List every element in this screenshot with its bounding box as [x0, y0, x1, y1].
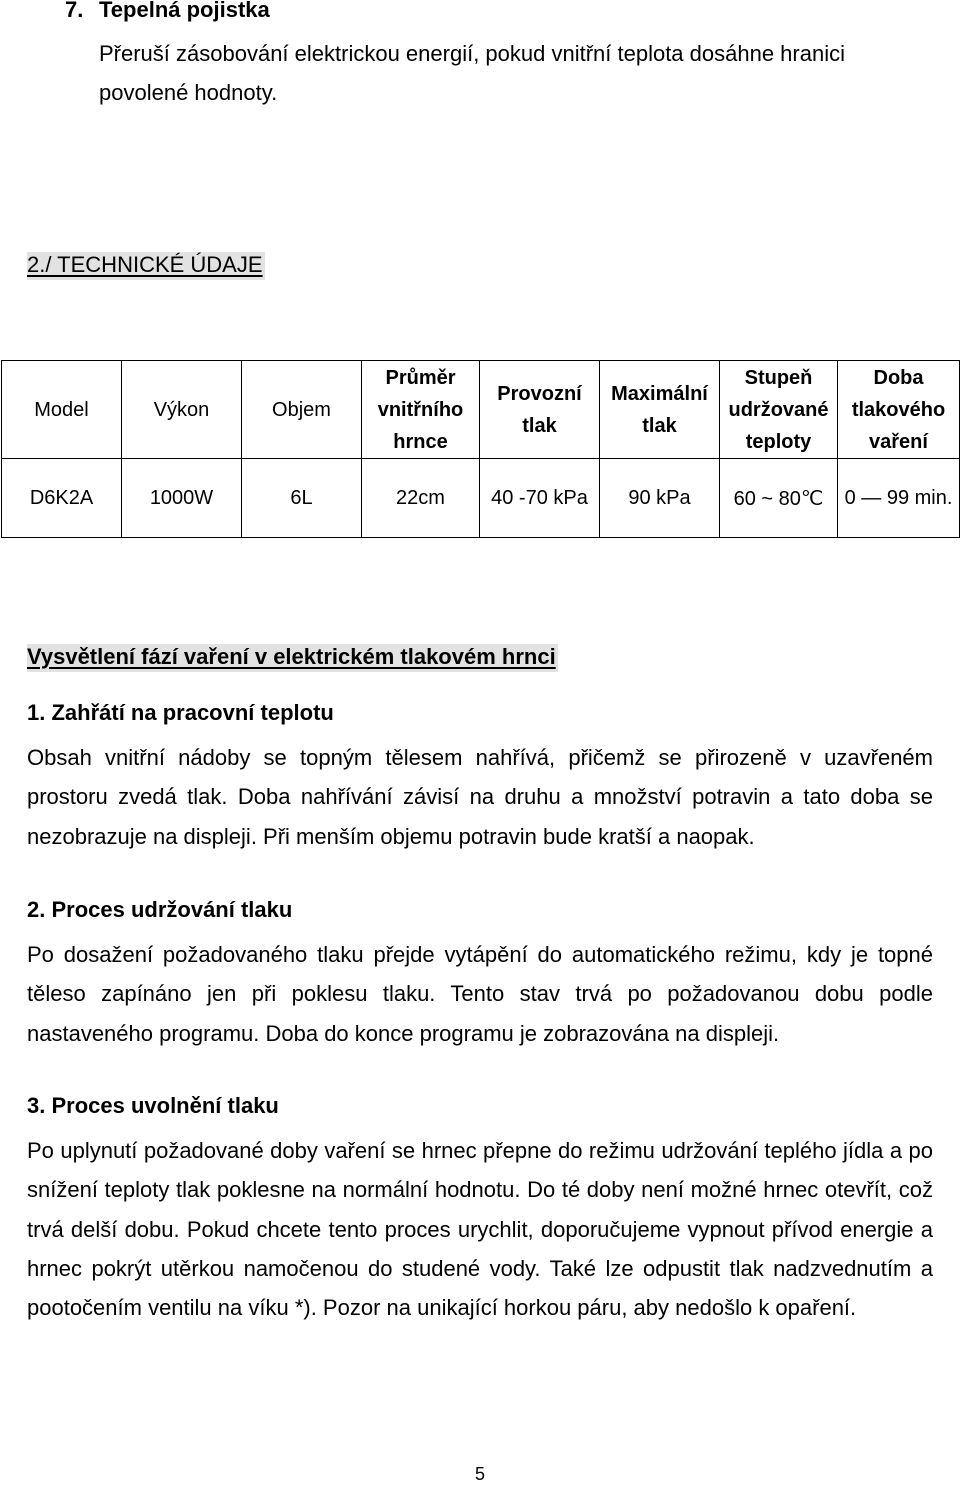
cell-volume: 6L	[242, 459, 362, 538]
header-cell-volume: Objem	[242, 361, 362, 459]
header-cell-max-pressure: Maximální tlak	[600, 361, 720, 459]
cell-model: D6K2A	[2, 459, 122, 538]
section-7-text: Přeruší zásobování elektrickou energií, pokud vnitřní teplota dosáhne hranici povolené hodnoty.	[99, 41, 845, 105]
table-header-row	[2, 361, 960, 459]
technical-data-heading: 2./ TECHNICKÉ ÚDAJE	[27, 252, 265, 280]
table-row	[2, 459, 960, 538]
cell-diameter: 22cm	[362, 459, 480, 538]
header-cell-model: Model	[2, 361, 122, 459]
section-7-title-text: Tepelná pojistka	[99, 0, 270, 22]
step-1-text: Obsah vnitřní nádoby se topným tělesem nahřívá, přičemž se přirozeně v uzavřeném prostoru zvedá tlak. Doba nahřívání závisí na druhu a množství potravin a tato doba se nezobrazuje na displeji. Při menším objemu potravin bude kratší a naopak.	[27, 745, 933, 849]
page-number: 5	[474, 1464, 485, 1484]
explanation-heading: Vysvětlení fází vaření v elektrickém tlakovém hrnci	[27, 644, 558, 672]
section-7-title	[65, 0, 270, 23]
header-cell-operating-pressure: Provozní tlak	[480, 361, 600, 459]
step-2-title: 2. Proces udržování tlaku	[27, 897, 293, 922]
step-3-title: 3. Proces uvolnění tlaku	[27, 1093, 279, 1118]
step-2-text: Po dosažení požadovaného tlaku přejde vytápění do automatického režimu, kdy je topné těleso zapínáno jen při poklesu tlaku. Tento stav trvá po požadovanou dobu podle nastaveného programu. Doba do konce programu je zobrazována na displeji.	[27, 942, 933, 1046]
header-cell-keep-warm-temp: Stupeň udržované teploty	[720, 361, 838, 459]
header-cell-cooking-time: Doba tlakového vaření	[838, 361, 960, 459]
technical-data-table	[1, 360, 960, 538]
cell-power: 1000W	[122, 459, 242, 538]
step-1-title: 1. Zahřátí na pracovní teplotu	[27, 700, 334, 725]
cell-cooking-time: 0 — 99 min.	[838, 459, 960, 538]
step-3-text: Po uplynutí požadované doby vaření se hrnec přepne do režimu udržování teplého jídla a po snížení teploty tlak poklesne na normální hodnotu. Do té doby není možné hrnec otevřít, což trvá delší dobu. Pokud chcete tento proces urychlit, doporučujeme vypnout přívod energie a hrnec pokrýt utěrkou namočenou do studené vody. Také lze odpustit tlak nadzvednutím a pootočením ventilu na víku *). Pozor na unikající horkou páru, aby nedošlo k opaření.	[27, 1138, 933, 1321]
header-cell-diameter: Průměr vnitřního hrnce	[362, 361, 480, 459]
header-cell-power: Výkon	[122, 361, 242, 459]
section-7-number: 7.	[65, 0, 84, 22]
cell-operating-pressure: 40 -70 kPa	[480, 459, 600, 538]
cell-max-pressure: 90 kPa	[600, 459, 720, 538]
cell-keep-warm-temp: 60 ~ 80℃	[720, 459, 838, 538]
